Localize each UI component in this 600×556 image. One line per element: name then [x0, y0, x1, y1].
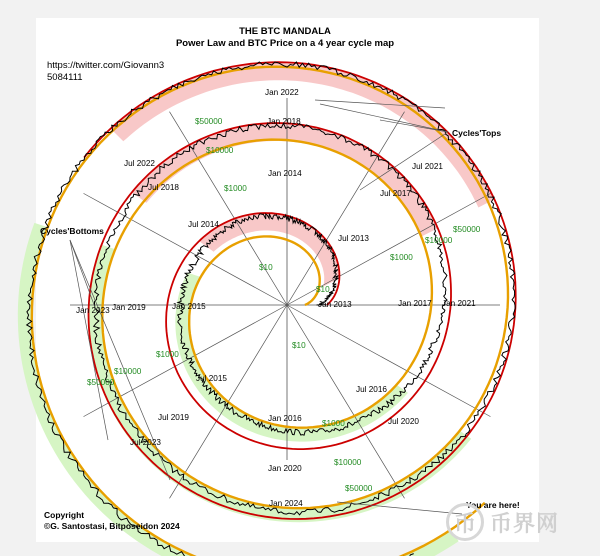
date-label: Jan 2016 [268, 414, 302, 423]
date-label: Jul 2016 [356, 385, 387, 394]
date-label: Jul 2013 [338, 234, 369, 243]
price-level-label: $1000 [224, 184, 247, 193]
price-level-label: $1000 [322, 419, 345, 428]
date-labels [76, 88, 476, 508]
copyright-label: Copyright [44, 510, 85, 520]
price-level-label: $10 [316, 285, 330, 294]
watermark-text: 币界网 [490, 510, 560, 536]
price-level-label: $10 [259, 263, 273, 272]
price-level-label: $50000 [195, 117, 223, 126]
price-level-label: $10000 [425, 236, 453, 245]
date-label: Jan 2017 [398, 299, 432, 308]
chart-subtitle: Power Law and BTC Price on a 4 year cycle map [175, 38, 395, 49]
date-label: Jul 2017 [380, 189, 411, 198]
price-level-label: $1000 [390, 253, 413, 262]
cycles-bottoms-label: Cycles'Bottoms [40, 226, 104, 236]
price-level-label: $1000 [156, 350, 179, 359]
cycles-tops-label: Cycles'Tops [452, 128, 502, 138]
you-are-here-label: You are here! [466, 500, 520, 510]
axes [70, 98, 500, 460]
date-label: Jul 2015 [196, 374, 227, 383]
date-label: Jan 2019 [112, 303, 146, 312]
date-label: Jan 2020 [268, 464, 302, 473]
date-label: Jul 2020 [388, 417, 419, 426]
date-label: Jan 2014 [268, 169, 302, 178]
copyright-author: ©G. Santostasi, Bitposeidon 2024 [44, 521, 180, 531]
price-level-label: $10000 [206, 146, 234, 155]
date-label: Jul 2014 [188, 220, 219, 229]
price-level-label: $50000 [345, 484, 373, 493]
twitter-link[interactable]: https://twitter.com/Giovann35084111 [47, 60, 165, 83]
price-level-label: $10 [292, 341, 306, 350]
date-label: Jan 2024 [269, 499, 303, 508]
watermark-logo-icon: 币 [446, 503, 484, 541]
watermark [446, 498, 586, 546]
date-label: Jan 2023 [76, 306, 110, 315]
date-label: Jul 2018 [148, 183, 179, 192]
date-label: Jan 2018 [267, 117, 301, 126]
chart-title: THE BTC MANDALA [239, 26, 331, 37]
price-level-label: $10000 [114, 367, 142, 376]
date-label: Jan 2021 [442, 299, 476, 308]
date-label: Jul 2023 [130, 438, 161, 447]
date-label: Jan 2022 [265, 88, 299, 97]
price-level-label: $10000 [334, 458, 362, 467]
date-label: Jul 2022 [124, 159, 155, 168]
date-label: Jul 2019 [158, 413, 189, 422]
bottom-band-1 [88, 245, 471, 522]
price-level-label: $50000 [453, 225, 481, 234]
date-label: Jan 2013 [318, 300, 352, 309]
copyright-block [44, 510, 180, 532]
date-label: Jul 2021 [412, 162, 443, 171]
date-label: Jan 2015 [172, 302, 206, 311]
price-level-label: $50000 [87, 378, 115, 387]
